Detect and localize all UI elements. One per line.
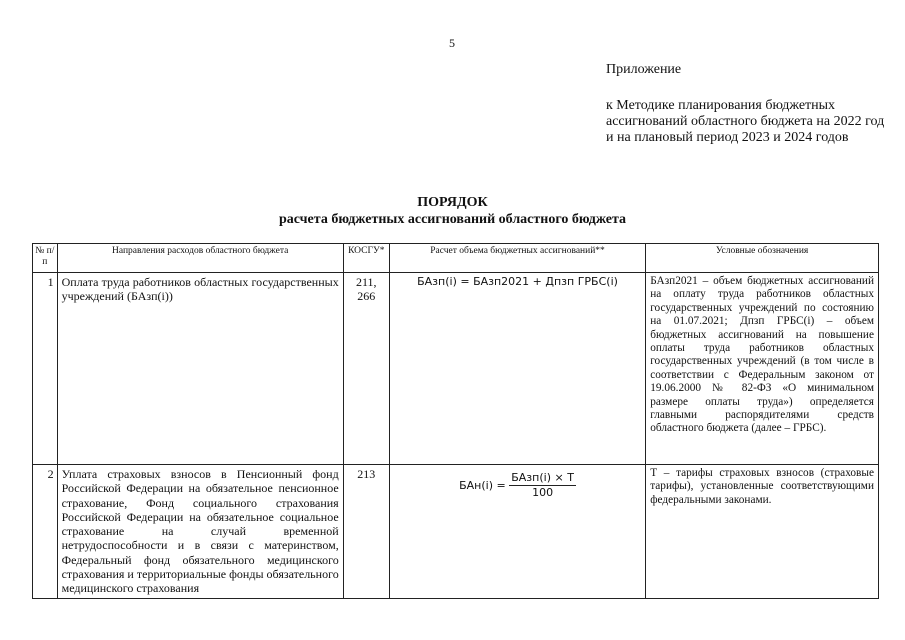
row-direction: Уплата страховых взносов в Пенсионный фонд Российской Федерации на обязательное пенсионное страхование, Фонд социального страхования Российской Федерации на обязательное социальное страхование на случай временной нетрудоспособности и в связи с материнством, Федеральный фонд обязательного медицинского страхования и территориальные фонды обязательного медицинского страхования (57, 465, 343, 599)
doc-subtitle: расчета бюджетных ассигнований областного бюджета (278, 212, 627, 227)
doc-title: ПОРЯДОК (417, 195, 488, 210)
appendix-title: Приложение (606, 62, 682, 77)
appendix-subtitle: к Методике планирования бюджетных ассигнований областного бюджета на 2022 год и на плановый период 2023 и 2024 годов (606, 98, 885, 145)
row-formula (389, 465, 645, 599)
budget-table (32, 243, 879, 599)
formula-denominator: 100 (532, 486, 554, 500)
formula-numerator: БАзп(i) × Т (509, 471, 576, 486)
row-legend: Т – тарифы страховых взносов (страховые тарифы), установленные соответствующими федеральными законами. (646, 465, 879, 599)
row-num: 1 (33, 273, 58, 465)
row-formula: БАзп(i) = БАзп2021 + Дпзп ГРБС(i) (389, 273, 645, 465)
row-legend: БАзп2021 – объем бюджетных ассигнований на оплату труда работников областных государственных учреждений по состоянию на 01.07.2021; Дпзп ГРБС(i) – объем бюджетных ассигнований на повышение оплаты труда работников областных государственных учреждений (в том числе в соответствии с Федеральным законом от 19.06.2000 № 82-ФЗ «О минимальном размере оплаты труда») определяется главными распорядителями средств областного бюджета (далее – ГРБС). (646, 273, 879, 465)
table-row (33, 465, 879, 599)
formula-fraction (509, 471, 576, 501)
table-header-row (33, 244, 879, 273)
header-num: № п/п (33, 244, 58, 273)
header-kosgu: КОСГУ* (343, 244, 389, 273)
row-kosgu: 213 (343, 465, 389, 599)
row-direction: Оплата труда работников областных государственных учреждений (БАзп(i)) (57, 273, 343, 465)
table-row (33, 273, 879, 465)
header-calc: Расчет объема бюджетных ассигнований** (389, 244, 645, 273)
row-num: 2 (33, 465, 58, 599)
row-kosgu: 211, 266 (343, 273, 389, 465)
appendix-block (606, 62, 886, 146)
formula-lhs: БАн(i) = (459, 478, 506, 492)
header-legend: Условные обозначения (646, 244, 879, 273)
header-direction: Направления расходов областного бюджета (57, 244, 343, 273)
page-number: 5 (449, 36, 455, 50)
